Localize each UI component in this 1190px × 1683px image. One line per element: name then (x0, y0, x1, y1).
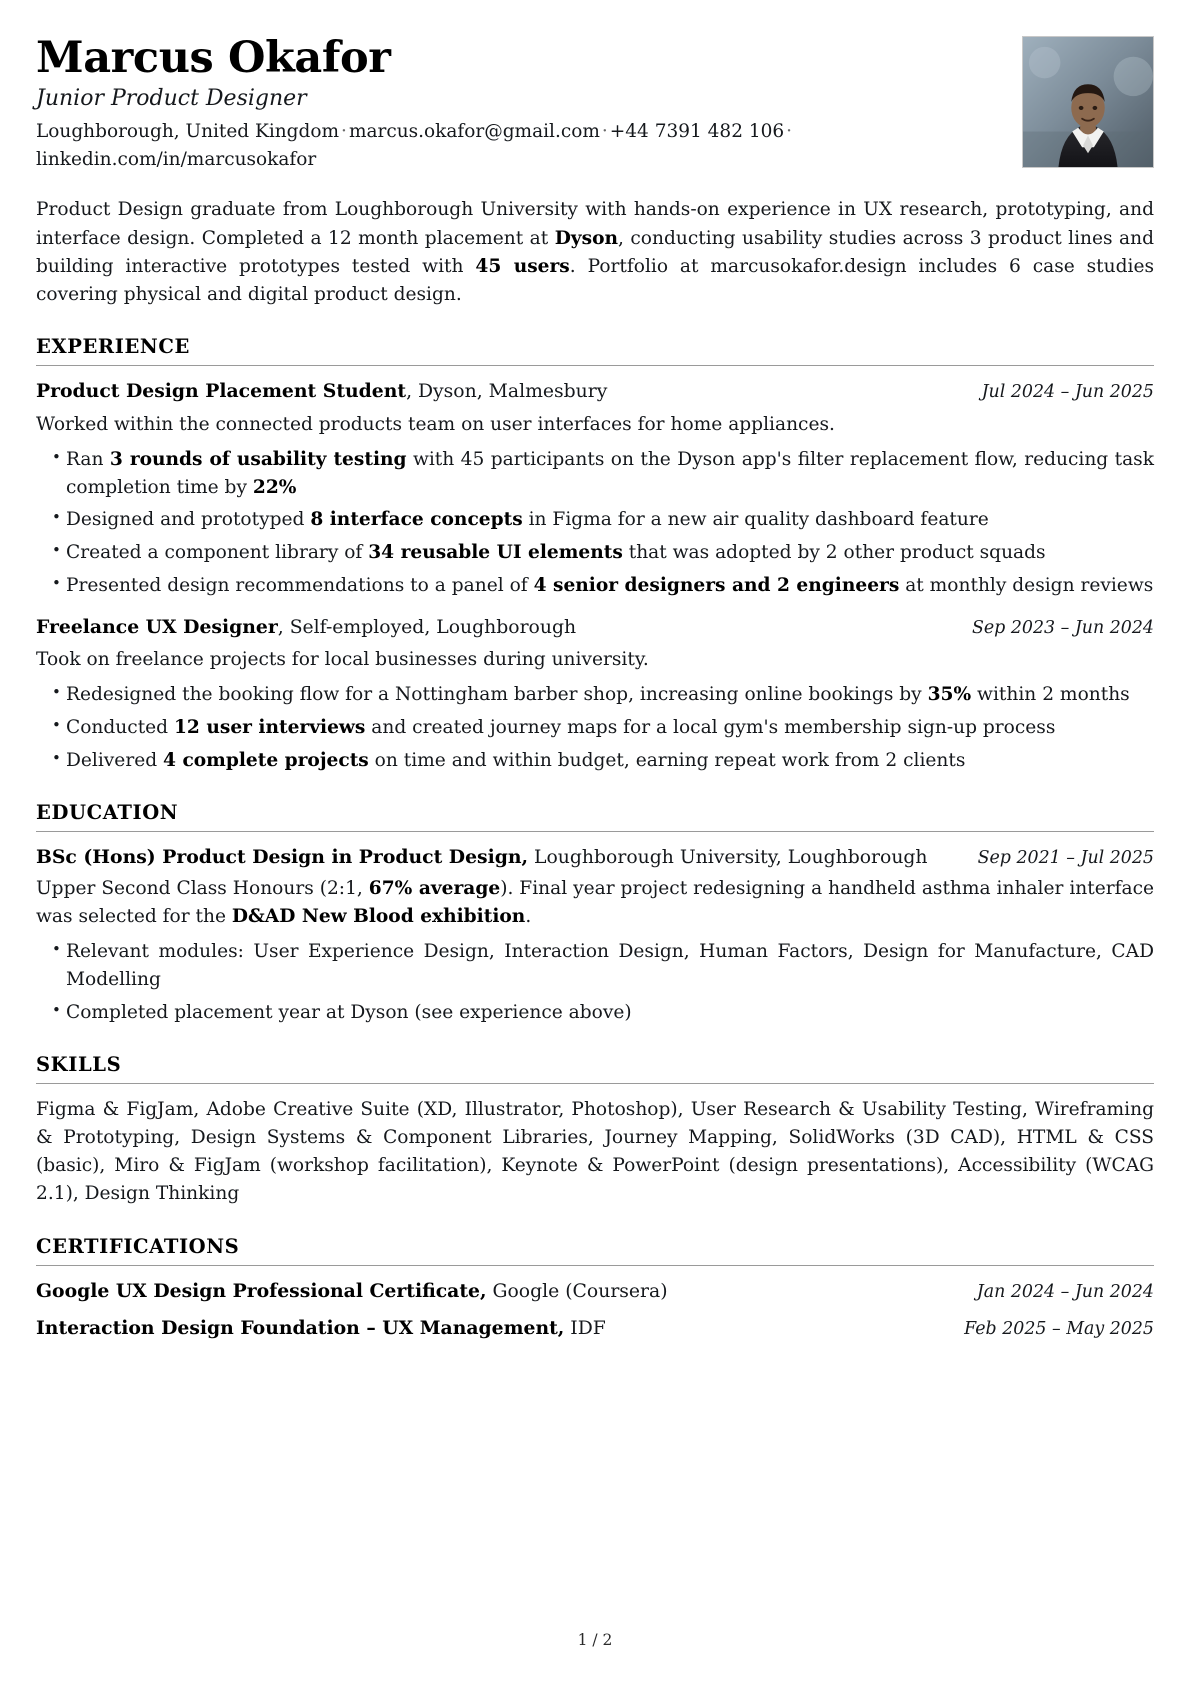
bullet-text: within 2 months (971, 684, 1130, 706)
entry-description: Worked within the connected products team on user interfaces for home appliances. (36, 413, 835, 435)
page-indicator: 1 / 2 (577, 1631, 613, 1649)
entry-title-meta: Loughborough University, Loughborough (528, 846, 928, 868)
bullet-text: Conducted (66, 717, 174, 739)
bullet-emphasis: 4 complete projects (163, 750, 369, 772)
contact-email[interactable]: marcus.okafor@gmail.com (348, 121, 600, 143)
education-emphasis: 67% average (368, 878, 501, 900)
certification-entry (36, 1315, 1154, 1342)
entry-date: Jul 2024 – Jun 2025 (981, 382, 1154, 403)
entry-title (36, 614, 954, 641)
entry-title-primary: Product Design Placement Student (36, 380, 407, 403)
bullet-item (36, 539, 1154, 567)
professional-summary (36, 196, 1154, 309)
experience-bullet-list (36, 681, 1154, 775)
bullet-emphasis: 4 senior designers and 2 engineers (533, 575, 900, 597)
contact-location: Loughborough, United Kingdom (36, 121, 340, 143)
bullet-item (36, 446, 1154, 502)
certification-issuer: IDF (564, 1318, 606, 1340)
candidate-headline: Junior Product Designer (36, 85, 307, 111)
bullet-text: Ran (66, 448, 110, 470)
contact-separator-1: · (341, 121, 347, 143)
bullet-text: that was adopted by 2 other product squads (622, 542, 1046, 564)
education-entry-list (36, 844, 1154, 1027)
section-divider-certifications (36, 1265, 1154, 1266)
section-title-skills: SKILLS (36, 1052, 122, 1076)
experience-entry (36, 378, 1154, 600)
entry-date: Sep 2023 – Jun 2024 (971, 618, 1154, 639)
bullet-text: and created journey maps for a local gym's membership sign-up process (365, 717, 1056, 739)
education-entry (36, 844, 1154, 1027)
candidate-name: Marcus Okafor (36, 33, 391, 83)
section-title-certifications: CERTIFICATIONS (36, 1234, 240, 1258)
bullet-item (36, 681, 1154, 709)
certification-name: Google UX Design Professional Certificate, (36, 1279, 487, 1302)
section-divider-skills (36, 1083, 1154, 1084)
certification-entry-list (36, 1278, 1154, 1343)
bullet-item (36, 938, 1154, 994)
education-description (36, 875, 1154, 931)
summary-bold-dyson: Dyson (554, 227, 619, 249)
contact-line (36, 118, 796, 174)
summary-part-2: , conducting usability studies across 3 product lines and building interactive prototypes tested with (36, 227, 1154, 277)
summary-bold-users: 45 users (475, 255, 570, 277)
bullet-text: with 45 participants on the Dyson app's filter replacement flow, reducing task completion time by (66, 448, 1154, 498)
bullet-text: in Figma for a new air quality dashboard feature (522, 509, 989, 531)
entry-date: Sep 2021 – Jul 2025 (977, 847, 1154, 868)
section-title-experience: EXPERIENCE (36, 335, 190, 359)
entry-title (36, 378, 964, 405)
certification-issuer: Google (Coursera) (486, 1280, 668, 1302)
bullet-emphasis: 35% (927, 684, 972, 706)
bullet-text: Redesigned the booking flow for a Nottingham barber shop, increasing online bookings by (66, 684, 928, 706)
bullet-item (36, 506, 1154, 534)
bullet-emphasis: 22% (252, 476, 297, 498)
bullet-emphasis: 8 interface concepts (310, 509, 523, 531)
bullet-item (36, 572, 1154, 600)
header-text-block (36, 33, 1022, 174)
bullet-text: Designed and prototyped (66, 509, 311, 531)
bullet-item (36, 714, 1154, 742)
education-section (36, 801, 1154, 1027)
certification-title (36, 1278, 959, 1305)
bullet-text: Presented design recommendations to a panel of (66, 575, 534, 597)
bullet-text: on time and within budget, earning repeat work from 2 clients (368, 750, 966, 772)
entry-header (36, 844, 1154, 871)
certification-entry (36, 1278, 1154, 1305)
experience-entry (36, 614, 1154, 775)
entry-header (36, 378, 1154, 405)
skills-section (36, 1053, 1154, 1209)
bullet-item (36, 999, 1154, 1027)
entry-title-meta: , Dyson, Malmesbury (406, 381, 608, 403)
bullet-text: Relevant modules: User Experience Design, Interaction Design, Human Factors, Design for Manufacture, CAD Modelling (66, 941, 1154, 990)
certification-title (36, 1315, 946, 1342)
bullet-text: Delivered (66, 750, 164, 772)
profile-photo (1022, 36, 1154, 168)
contact-linkedin[interactable]: linkedin.com/in/marcusokafor (36, 149, 317, 171)
bullet-text: Created a component library of (66, 542, 369, 564)
contact-phone[interactable]: +44 7391 482 106 (609, 121, 785, 143)
entry-header (36, 614, 1154, 641)
contact-separator-2: · (601, 121, 608, 143)
bullet-emphasis: 34 reusable UI elements (368, 542, 623, 564)
section-title-education: EDUCATION (36, 800, 179, 824)
education-bullet-list (36, 938, 1154, 1027)
section-divider-education (36, 831, 1154, 832)
skills-list-text: Figma & FigJam, Adobe Creative Suite (XD, Illustrator, Photoshop), User Research & Usability Testing, Wireframing & Prototyping, Design Systems & Component Libraries, Journey Mapping, SolidWorks (3D CAD), HTML & CSS (basic), Miro & FigJam (workshop facilitation), Keynote & PowerPoint (design presentations), Accessibility (WCAG 2.1), Design Thinking (36, 1098, 1154, 1205)
summary-part-1: Product Design graduate from Loughborough University with hands-on experience in UX research, prototyping, and interface design. Completed a 12 month placement at (36, 199, 1154, 249)
certification-date: Feb 2025 – May 2025 (964, 1319, 1154, 1340)
entry-title-meta: , Self-employed, Loughborough (277, 617, 577, 639)
bullet-emphasis: 12 user interviews (173, 717, 366, 739)
education-emphasis: D&AD New Blood exhibition (231, 906, 526, 928)
experience-section (36, 335, 1154, 775)
experience-bullet-list (36, 446, 1154, 600)
entry-description: Took on freelance projects for local businesses during university. (36, 649, 649, 671)
bullet-text: at monthly design reviews (899, 575, 1154, 597)
certification-name: Interaction Design Foundation – UX Management, (36, 1317, 565, 1340)
page-footer (0, 1631, 1190, 1649)
summary-part-3: . Portfolio at marcusokafor.design includes 6 case studies covering physical and digital product design. (36, 255, 1155, 306)
certification-date: Jan 2024 – Jun 2024 (976, 1281, 1154, 1302)
bullet-emphasis: 3 rounds of usability testing (109, 448, 407, 470)
education-text: . (525, 906, 532, 928)
entry-title-primary: BSc (Hons) Product Design in Product Design, (36, 845, 529, 868)
resume-header (36, 33, 1154, 174)
contact-separator-3: · (786, 121, 793, 143)
bullet-text: Completed placement year at Dyson (see experience above) (66, 1001, 632, 1023)
certifications-section (36, 1235, 1154, 1343)
education-text: ). Final year project redesigning a handheld asthma inhaler interface was selected for the (36, 878, 1154, 928)
bullet-item (36, 747, 1154, 775)
education-text: Upper Second Class Honours (2:1, (36, 878, 369, 900)
section-divider-experience (36, 365, 1154, 366)
entry-title-primary: Freelance UX Designer (36, 616, 278, 639)
experience-entry-list (36, 378, 1154, 775)
entry-title (36, 844, 960, 871)
